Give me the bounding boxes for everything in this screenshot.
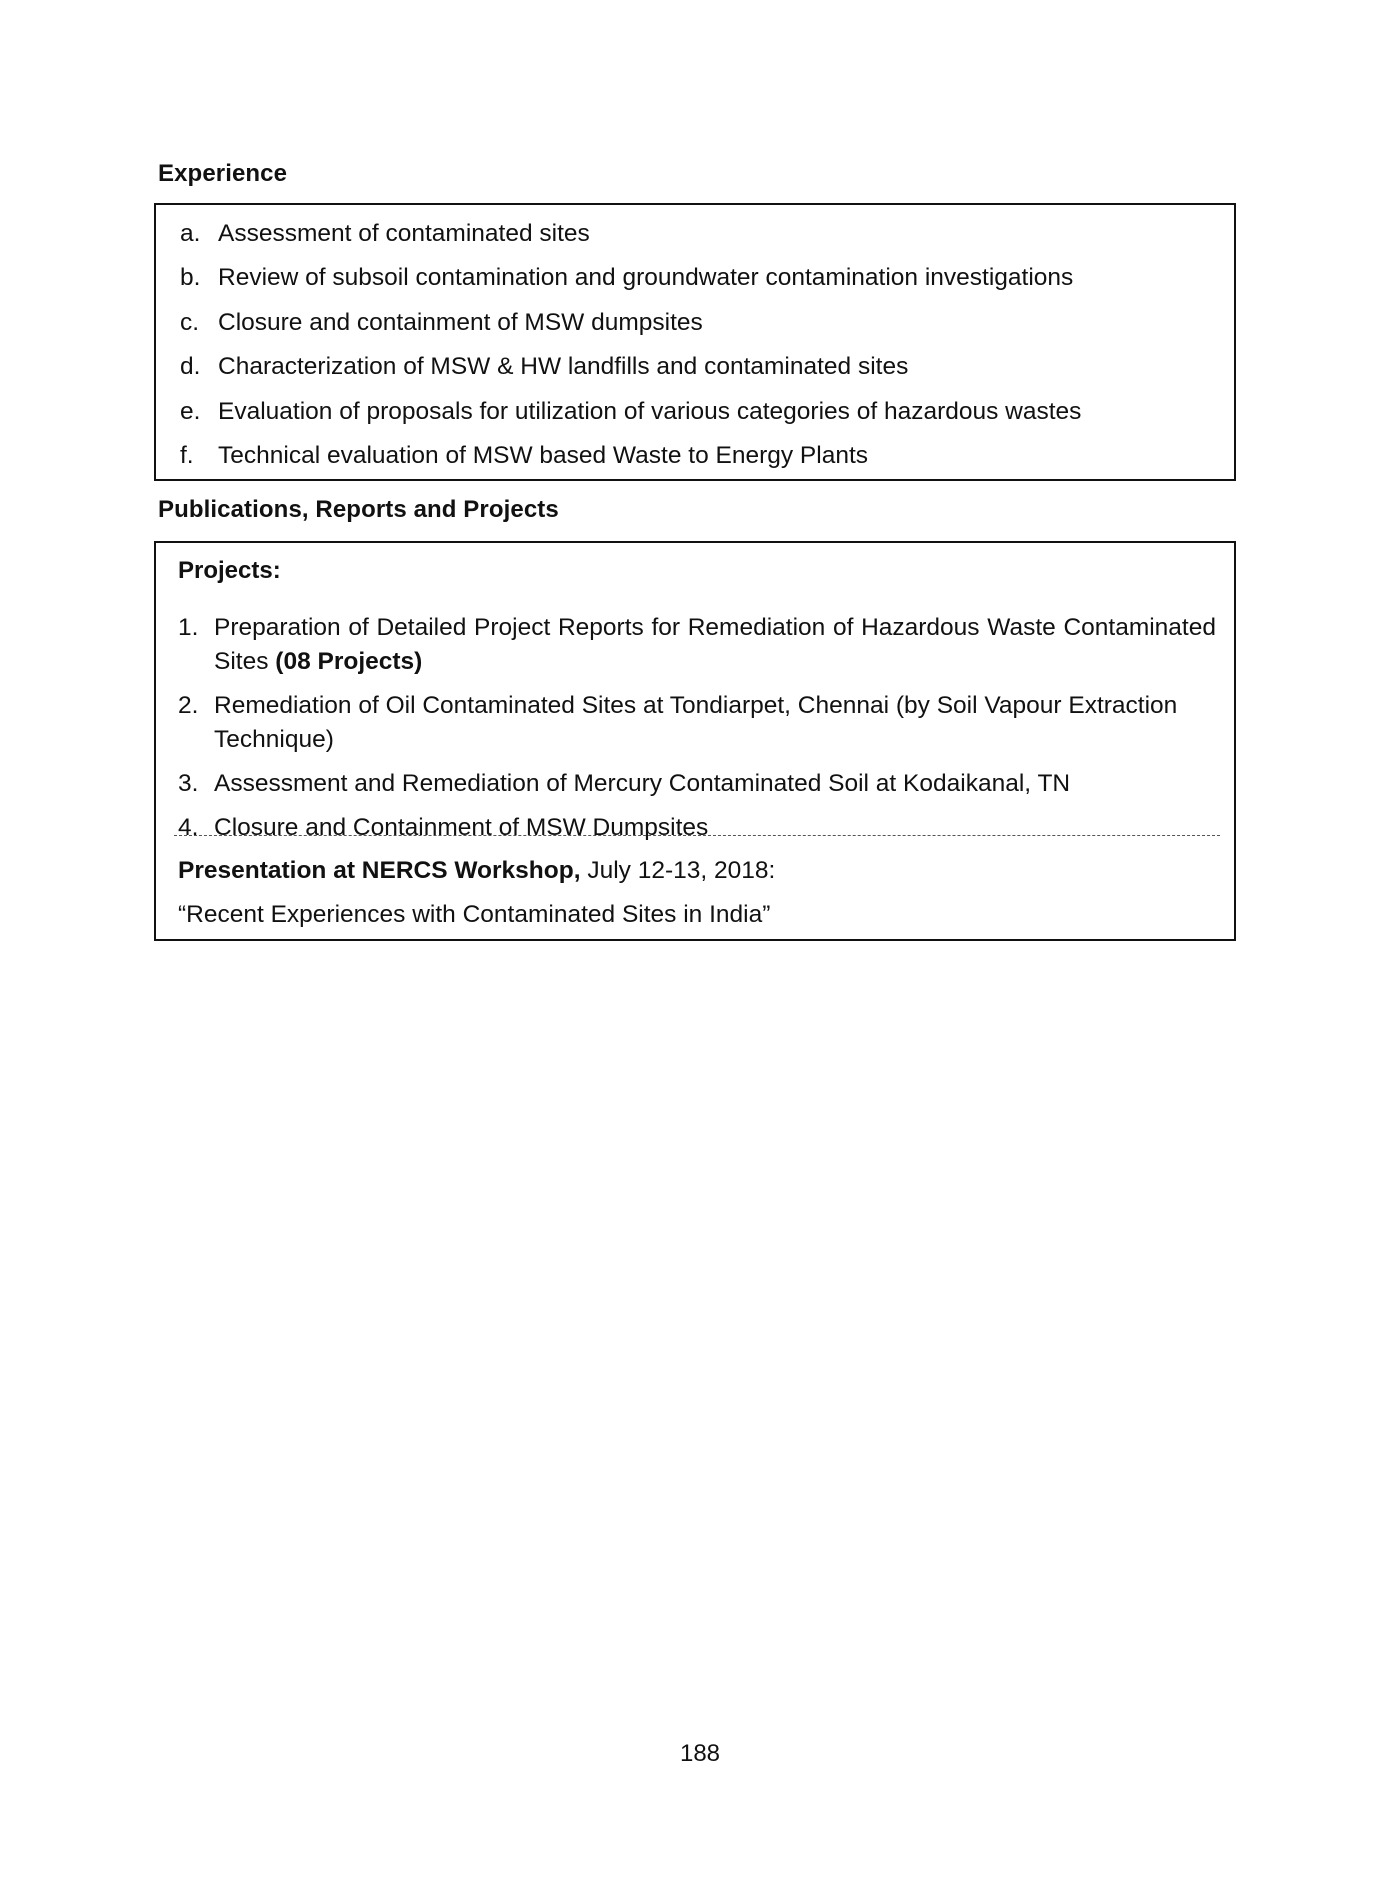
projects-list (178, 611, 1216, 855)
experience-item-marker: a. (180, 220, 201, 247)
experience-item-text: Review of subsoil contamination and groundwater contamination investigations (218, 264, 1074, 292)
project-item-marker: 4. (178, 814, 199, 841)
experience-item-text: Evaluation of proposals for utilization of various categories of hazardous wastes (218, 397, 1082, 425)
presentation-date: July 12-13, 2018: (587, 857, 776, 884)
presentation-label: Presentation at NERCS Workshop, (178, 857, 581, 884)
experience-item (156, 213, 1234, 257)
project-item-marker: 2. (178, 692, 199, 719)
projects-label: Projects: (178, 557, 281, 584)
project-item-text (214, 611, 1216, 679)
experience-item (156, 257, 1234, 301)
project-item (178, 767, 1216, 801)
project-item-text: Closure and Containment of MSW Dumpsites (214, 814, 709, 841)
page-number: 188 (679, 1740, 721, 1767)
project-item-marker: 3. (178, 770, 199, 797)
presentation-title: “Recent Experiences with Contaminated Sites in India” (178, 901, 771, 928)
experience-item (156, 302, 1234, 346)
experience-item (156, 346, 1234, 390)
experience-item-text: Characterization of MSW & HW landfills and contaminated sites (218, 353, 909, 381)
experience-heading: Experience (158, 160, 288, 187)
section-divider (174, 835, 1220, 836)
experience-item-marker: f. (180, 441, 194, 469)
experience-item (156, 391, 1234, 435)
experience-box (154, 203, 1236, 481)
experience-item-marker: e. (180, 397, 201, 425)
experience-item-marker: b. (180, 264, 201, 292)
project-item (178, 689, 1216, 757)
project-item-body: Preparation of Detailed Project Reports for Remediation of Hazardous Waste Contaminated Sites (214, 614, 1216, 675)
experience-item-text: Closure and containment of MSW dumpsites (218, 308, 703, 336)
presentation-line (178, 857, 775, 885)
project-item-text: Remediation of Oil Contaminated Sites at Tondiarpet, Chennai (by Soil Vapour Extraction Technique) (214, 692, 1178, 753)
project-count-badge: (08 Projects) (275, 648, 423, 675)
experience-list (156, 205, 1234, 479)
experience-item (156, 435, 1234, 479)
publications-box (154, 541, 1236, 941)
experience-item-marker: d. (180, 353, 201, 381)
experience-item-text: Technical evaluation of MSW based Waste to Energy Plants (218, 441, 869, 469)
experience-item-text: Assessment of contaminated sites (218, 220, 590, 247)
experience-item-marker: c. (180, 308, 200, 336)
project-item (178, 811, 1216, 845)
project-item-marker: 1. (178, 614, 199, 641)
project-item-text: Assessment and Remediation of Mercury Contaminated Soil at Kodaikanal, TN (214, 770, 1071, 797)
publications-heading: Publications, Reports and Projects (158, 496, 559, 523)
project-item (178, 611, 1216, 679)
